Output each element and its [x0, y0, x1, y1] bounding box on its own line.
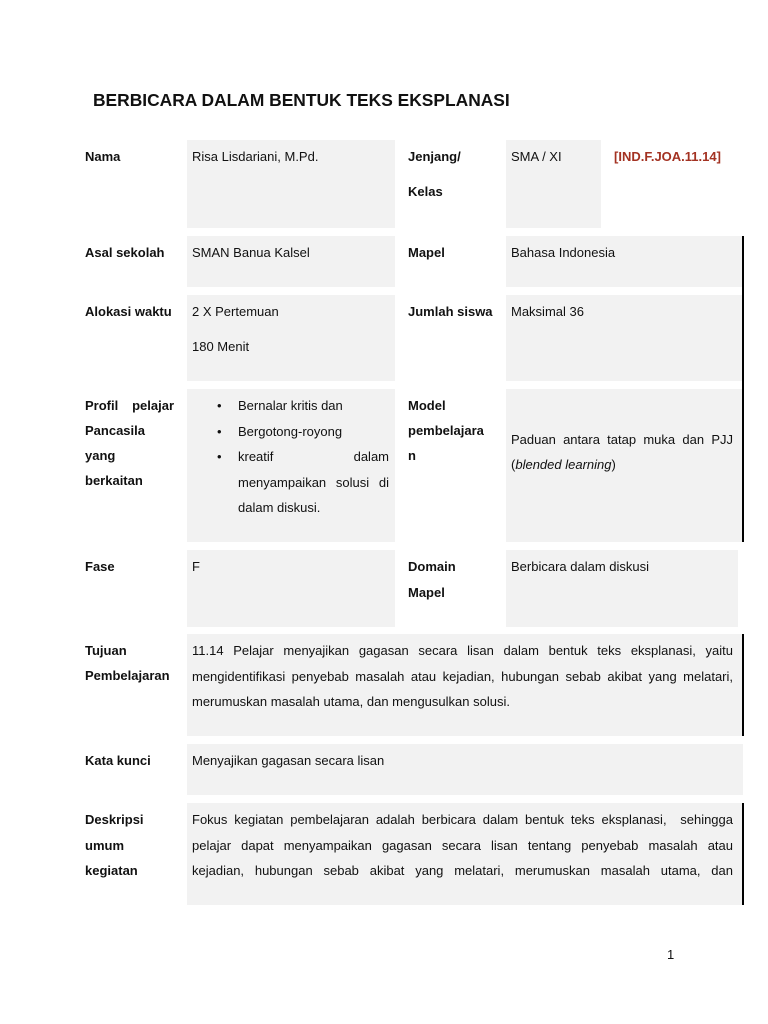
model-paren-close: ) [611, 457, 616, 472]
jumlah-siswa-value: Maksimal 36 [511, 304, 584, 319]
alokasi-waktu-menit: 180 Menit [192, 339, 250, 354]
model-value-line: Paduan antara tatap muka dan PJJ [511, 432, 733, 447]
deskripsi-text-line: pelajar dapat menyampaikan gagasan secara lisan tentang penyebab masalah atau [192, 837, 733, 853]
table-border-line [742, 236, 744, 542]
label-jenjang-kelas [408, 144, 500, 204]
cell-asal-sekolah [187, 236, 395, 287]
label-profil-line: Pancasila [85, 423, 145, 438]
label-nama: Nama [85, 149, 121, 164]
label-kata-kunci: Kata kunci [85, 753, 151, 768]
table-border-line [742, 803, 744, 905]
kata-kunci-value: Menyajikan gagasan secara lisan [192, 753, 385, 768]
bullet-icon: • [217, 423, 222, 439]
label-model-pembelajaran [408, 393, 500, 468]
table-border-line [742, 634, 744, 736]
alokasi-waktu-pertemuan: 2 X Pertemuan [192, 304, 279, 319]
bullet-item [192, 444, 389, 521]
cell-kata-kunci [187, 744, 743, 795]
label-profil-line: berkaitan [85, 473, 143, 488]
bullet-text: kreatif dalam [238, 449, 389, 464]
tujuan-text-line: merumuskan masalah utama, dan mengusulkan solusi. [192, 694, 510, 709]
label-jumlah-siswa: Jumlah siswa [408, 304, 493, 319]
document-title: BERBICARA DALAM BENTUK TEKS EKSPLANASI [93, 90, 510, 110]
model-paren-open: ( [511, 457, 516, 472]
label-profil-line: Profil pelajar [85, 398, 174, 413]
label-domain-line: Mapel [408, 585, 445, 600]
bullet-text: dalam diskusi. [238, 500, 321, 515]
label-deskripsi [85, 807, 174, 884]
label-domain-line: Domain [408, 559, 456, 574]
bullet-text: Bernalar kritis dan [238, 398, 343, 413]
bullet-icon: • [217, 398, 222, 413]
deskripsi-text-line: Fokus kegiatan pembelajaran adalah berbicara dalam bentuk teks eksplanasi, sehingga [192, 812, 733, 827]
cell-model-pembelajaran [506, 389, 743, 542]
tujuan-text-line: mengidentifikasi penyebab masalah atau kejadian, hubungan sebab akibat yang melatari, [192, 668, 733, 684]
cell-jumlah-siswa [506, 295, 743, 381]
cell-alokasi-waktu [187, 295, 395, 381]
page-number: 1 [667, 947, 675, 962]
bullet-item [192, 393, 389, 419]
label-profil-line: yang [85, 448, 116, 463]
jenjang-value: SMA / XI [511, 149, 562, 164]
model-value-line [511, 452, 733, 477]
label-mapel: Mapel [408, 245, 445, 260]
label-model-line: Model [408, 398, 446, 413]
cell-jenjang [506, 140, 601, 228]
label-tujuan-line: Tujuan [85, 643, 127, 658]
label-tujuan-line: Pembelajaran [85, 668, 170, 683]
label-fase: Fase [85, 559, 115, 574]
model-italic-term: blended learning [515, 457, 612, 472]
bullet-icon: • [217, 449, 222, 464]
label-deskripsi-line: Deskripsi [85, 812, 144, 827]
deskripsi-text-line: kejadian, hubungan sebab akibat yang melatari, merumuskan masalah utama, dan [192, 863, 733, 878]
asal-sekolah-value: SMAN Banua Kalsel [192, 245, 310, 260]
label-deskripsi-line: umum [85, 837, 124, 853]
cell-domain-mapel [506, 550, 738, 627]
cell-profil-pelajar [187, 389, 395, 542]
label-alokasi-waktu: Alokasi waktu [85, 304, 172, 319]
tujuan-text-line: 11.14 Pelajar menyajikan gagasan secara lisan dalam bentuk teks eksplanasi, yaitu [192, 643, 733, 658]
cell-mapel [506, 236, 743, 287]
cell-nama [187, 140, 395, 228]
label-tujuan [85, 638, 174, 688]
label-deskripsi-line: kegiatan [85, 863, 138, 878]
mapel-value: Bahasa Indonesia [511, 245, 616, 260]
label-kelas: Kelas [408, 184, 443, 199]
label-model-line: pembelajara [408, 423, 484, 438]
bullet-item [192, 419, 389, 445]
label-asal-sekolah: Asal sekolah [85, 245, 165, 260]
cell-tujuan [187, 634, 743, 736]
domain-mapel-value: Berbicara dalam diskusi [511, 559, 650, 574]
label-domain-mapel [408, 554, 500, 606]
bullet-text: menyampaikan solusi di [238, 474, 389, 490]
fase-value: F [192, 559, 200, 574]
cell-fase [187, 550, 395, 627]
bullet-text: Bergotong-royong [238, 423, 343, 439]
label-model-line: n [408, 448, 416, 463]
cell-deskripsi [187, 803, 743, 905]
module-code: [IND.F.JOA.11.14] [614, 149, 721, 164]
label-profil-pelajar [85, 393, 174, 493]
label-jenjang: Jenjang/ [408, 149, 461, 164]
nama-value: Risa Lisdariani, M.Pd. [192, 149, 319, 164]
